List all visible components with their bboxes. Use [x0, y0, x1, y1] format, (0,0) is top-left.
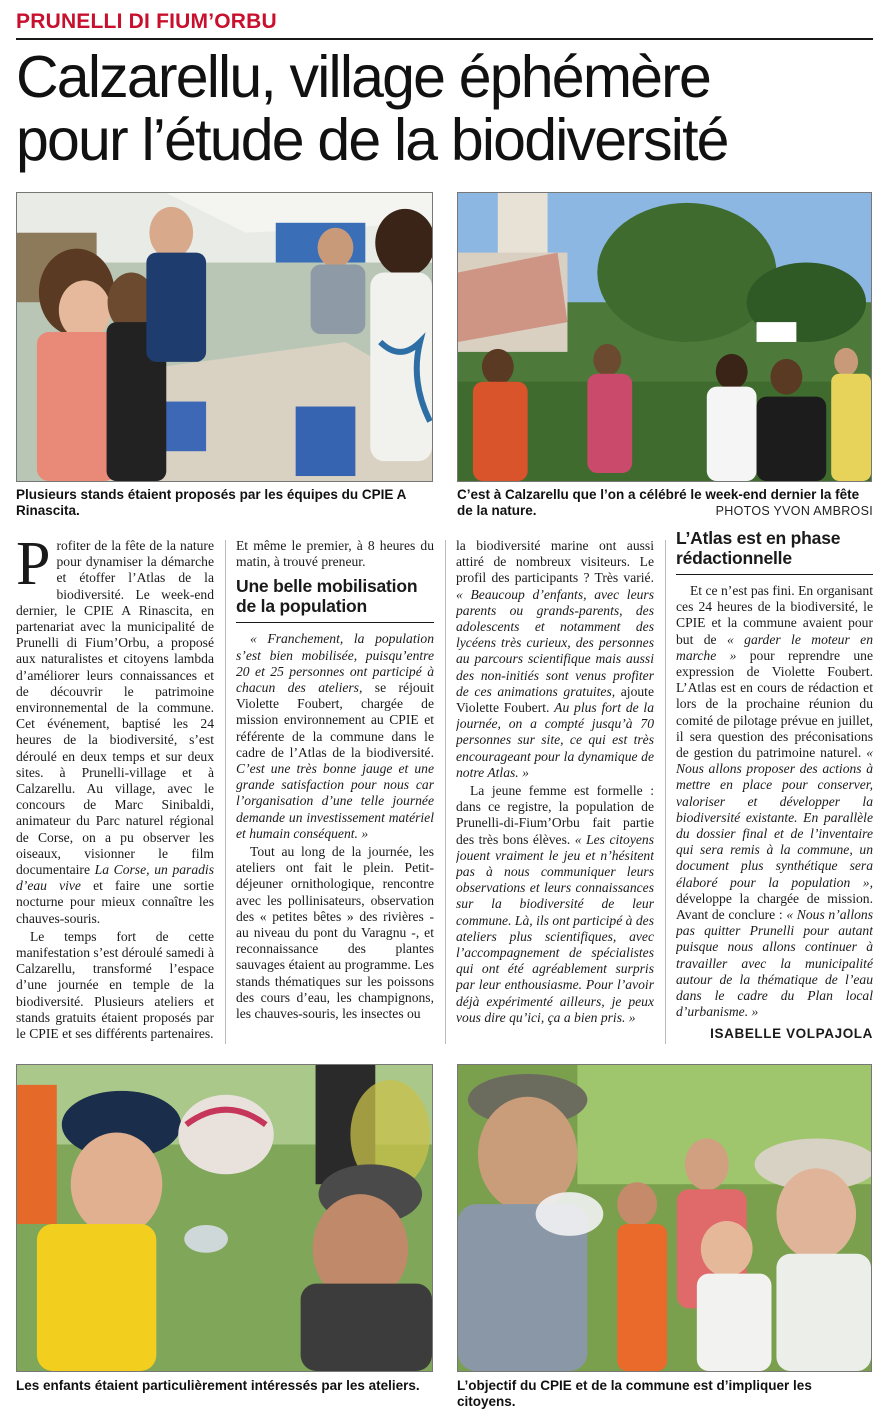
text-run-italic: « Les citoyens jouent vraiment le jeu et n’hésitent pas à nous communiquer leurs observations et leurs connaissances sur la biodiversité de leur commune. Là, ils ont participé à des ateliers plus scientifiques, avec l’accompagnement de spécialistes qui ont été agréablement surpris par leur enthousiasme. Pour l’avoir déjà expérimenté ailleurs, je peux vous dire qu’ici, ça a bien pris. » — [456, 831, 654, 1025]
photo-stands — [16, 192, 433, 482]
article-paragraph — [456, 783, 654, 1026]
text-run-italic: « Franchement, la population s’est bien mobilisée, puisqu’entre 20 et 25 personnes ont participé à chacun des ateliers, — [236, 631, 434, 696]
photo-site — [457, 192, 872, 482]
article-column-1 — [16, 538, 214, 1046]
text-run: et faire une sortie nocturne pour mieux connaître les chauves-souris. — [16, 878, 214, 926]
photo-citizens — [457, 1064, 872, 1372]
text-run-italic: La Corse, un paradis d’eau vive — [16, 862, 214, 894]
text-run: ajoute Violette Foubert. — [456, 683, 654, 716]
text-run-italic: « Nous n’allons pas quitter Prunelli pour autant puisque nous allons continuer à travailler avec la municipalité autour de la thématique de l’eau dans le cadre du Plan local d’urbanisme. » — [676, 907, 873, 1020]
text-run: développe la chargée de mission. Avant de conclure : — [676, 890, 873, 923]
text-run: pour reprendre une expression de Violette Foubert. L’Atlas est en cours de rédaction et lors de la prochaine réunion du comité de pilotage prévue en juillet, il sera question des préconisations de gestion du patrimoine naturel. — [676, 647, 873, 761]
headline-line-2: pour l’étude de la biodiversité — [16, 107, 728, 173]
caption-photo-citizens: L’objectif du CPIE et de la commune est d’impliquer les citoyens. — [457, 1378, 812, 1409]
byline: ISABELLE VOLPAJOLA — [710, 1026, 873, 1041]
article-paragraph: Le temps fort de cette manifestation s’est déroulé samedi à Calzarellu, transformé l’espace d’une journée en temple de la biodiversité. Plusieurs ateliers et stands gratuits étaient proposés par le CPIE et ses différents partenaires. — [16, 928, 214, 1042]
photo-children — [16, 1064, 433, 1372]
headline-line-1: Calzarellu, village éphémère — [16, 44, 711, 110]
article-paragraph — [456, 538, 654, 781]
subhead-atlas: L’Atlas est en phase rédactionnelle — [676, 528, 873, 575]
article-paragraph — [676, 583, 873, 1020]
column-rule — [445, 540, 446, 1044]
caption-photo-site: C’est à Calzarellu que l’on a célébré le week-end dernier la fête de la nature. — [457, 487, 860, 518]
text-run: La jeune femme est formelle : dans ce registre, la population de Prunelli-di-Fium’Orbu fait partie des très bons élèves. — [456, 783, 654, 847]
text-run-italic: « Beaucoup d’enfants, avec leurs parents ou grands-parents, des adolescents et notamment des lycéens très curieux, des personnes au parcours scientifique mais aussi des non-initiés sont venus profiter de ces animations gratuites, — [456, 586, 654, 699]
caption-photo-stands: Plusieurs stands étaient proposés par les équipes du CPIE A Rinascita. — [16, 487, 406, 518]
photo-credit: PHOTOS YVON AMBROSI — [715, 504, 873, 518]
text-run: Et ce n’est pas fini. En organisant ces 24 heures de la biodiversité, le CPIE et la commune avaient pour but de — [676, 583, 873, 647]
article-paragraph: Et même le premier, à 8 heures du matin, à trouvé preneur. — [236, 538, 434, 570]
section-kicker: PRUNELLI DI FIUM’ORBU — [16, 9, 873, 40]
column-rule — [225, 540, 226, 1044]
article-column-3 — [456, 538, 654, 1046]
headline — [16, 46, 876, 172]
text-run: la biodiversité marine ont aussi attiré de nombreux visiteurs. Le profil des participants ? Très varié. — [456, 538, 654, 586]
text-run: rofiter de la fête de la nature pour dynamiser la démarche et étoffer l’Atlas de la biodiversité. Le week-end dernier, le CPIE A Rinascita, en partenariat avec la municipalité de Prunelli di Fium’Orbu, a proposé aux naturalistes et citoyens lambda d’améliorer leurs connaissances et de découvrir le patrimoine environnemental de la commune. Cet événement, baptisé les 24 heures de la biodiversité, s’est déroulé en deux temps et sur deux sites. à Prunelli-village et à Calzarellu. Au village, avec le concours de Marc Sinibaldi, animateur du Parc naturel régional de Corse, on a pu observer les oiseaux, visionner le film documentaire — [16, 538, 214, 878]
text-run-italic: C’est une très bonne jauge et une grande satisfaction pour nous car l’organisation d’une telle journée demande un investissement matériel et humain conséquent. » — [236, 761, 434, 841]
text-run: se réjouit Violette Foubert, chargée de mission environnement au CPIE et référente de la commune dans le cadre de l’Atlas de la biodiversité. — [236, 680, 434, 760]
caption-photo-children: Les enfants étaient particulièrement intéressés par les ateliers. — [16, 1378, 420, 1393]
dropcap: P — [16, 538, 51, 598]
text-run-italic: Au plus fort de la journée, on a compté jusqu’à 70 personnes sur site, ce qui est très encourageant pour la dynamique de notre Atlas. » — [456, 700, 654, 780]
column-rule — [665, 540, 666, 1044]
subhead-mobilisation: Une belle mobilisation de la population — [236, 576, 434, 623]
article-column-2 — [236, 538, 434, 1046]
text-run-italic: « Nous allons proposer des actions à mettre en place pour conserver, valoriser et développer la biodiversité existante. En parallèle du dossier final et de l’inventaire qui sera remis à la commune, un document plus synthétique sera élaboré pour la population », — [676, 745, 873, 890]
article-column-4 — [676, 528, 873, 1024]
text-run-italic: « garder le moteur en marche » — [676, 631, 873, 663]
article-paragraph — [236, 631, 434, 842]
article-paragraph — [16, 538, 214, 927]
article-paragraph: Tout au long de la journée, les ateliers ont fait le plein. Petit-déjeuner ornithologique, rencontre avec les pollinisateurs, observation des « petites bêtes » des rivières - au niveau du pont du Varagnu -, et reconnaissance des plantes sauvages étaient au programme. Les stands thématiques sur les poissons des cours d’eau, les champignons, les chauves-souris, les insectes ou — [236, 844, 434, 1022]
